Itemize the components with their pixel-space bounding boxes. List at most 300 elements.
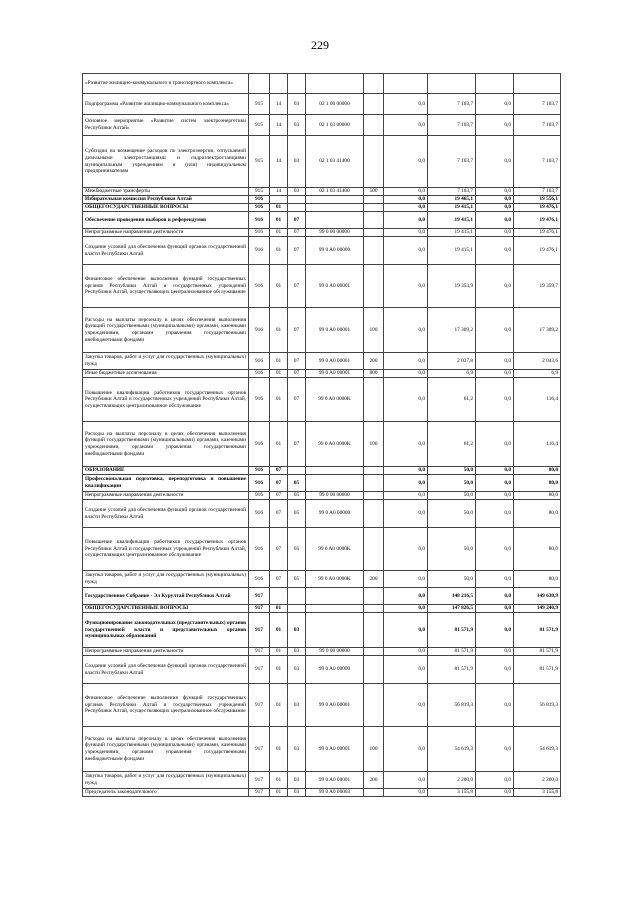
row-value-2-cell: 19 415,1 bbox=[428, 204, 476, 212]
row-article-cell: 99 0 A0 00001 bbox=[306, 772, 364, 789]
row-section-cell: 01 bbox=[270, 648, 288, 656]
row-name-cell: Расходы на выплаты персоналу в целях обеспечения выполнения функций государственными (муниципальными) органами, казенными учреждениями, органами управления государственными внебюджетными фондами bbox=[83, 308, 249, 353]
row-value-1-cell: 0,0 bbox=[384, 528, 428, 571]
row-value-3-cell: 0,0 bbox=[476, 308, 514, 353]
row-value-2-cell: 7 103,7 bbox=[428, 136, 476, 188]
table-row bbox=[83, 229, 561, 237]
row-article-cell: 99 0 00 00000 bbox=[306, 492, 364, 500]
row-value-3-cell: 0,0 bbox=[476, 648, 514, 656]
row-expense-type-cell bbox=[364, 648, 384, 656]
row-subsection-cell: 03 bbox=[288, 613, 306, 648]
row-value-4-cell: 81 571,9 bbox=[514, 613, 561, 648]
row-section-cell: 01 bbox=[270, 378, 288, 422]
row-subsection-cell bbox=[288, 588, 306, 605]
row-expense-type-cell bbox=[364, 196, 384, 204]
row-name-cell: Расходы на выплаты персоналу в целях обеспечения выполнения функций государственными (муниципальными) органами, казенными учреждениями, органами управления государственными внебюджетными фондами bbox=[83, 422, 249, 467]
row-article-cell: 99 0 A0 00003 bbox=[306, 789, 364, 797]
row-article-cell: 02 1 03 00000 bbox=[306, 115, 364, 136]
row-value-2-cell bbox=[428, 74, 476, 94]
row-code-cell: 917 bbox=[249, 613, 270, 648]
row-name-cell: Создание условий для обеспечения функций органов государственной власти Республики Алтай bbox=[83, 237, 249, 265]
row-article-cell: 99 0 A0 00001 bbox=[306, 370, 364, 378]
table-row bbox=[83, 727, 561, 772]
row-article-cell bbox=[306, 588, 364, 605]
row-code-cell: 916 bbox=[249, 370, 270, 378]
row-section-cell: 07 bbox=[270, 467, 288, 475]
row-expense-type-cell bbox=[364, 613, 384, 648]
row-value-4-cell: 116,4 bbox=[514, 422, 561, 467]
row-code-cell: 916 bbox=[249, 204, 270, 212]
row-article-cell bbox=[306, 475, 364, 492]
row-value-1-cell: 0,0 bbox=[384, 204, 428, 212]
row-expense-type-cell: 100 bbox=[364, 727, 384, 772]
row-section-cell: 14 bbox=[270, 136, 288, 188]
table-row bbox=[83, 528, 561, 571]
row-section-cell: 01 bbox=[270, 229, 288, 237]
row-value-1-cell: 0,0 bbox=[384, 237, 428, 265]
row-code-cell: 917 bbox=[249, 588, 270, 605]
table-row bbox=[83, 772, 561, 789]
row-value-1-cell: 0,0 bbox=[384, 188, 428, 196]
row-expense-type-cell bbox=[364, 656, 384, 684]
row-expense-type-cell bbox=[364, 605, 384, 613]
table-row bbox=[83, 648, 561, 656]
row-section-cell bbox=[270, 588, 288, 605]
row-code-cell: 916 bbox=[249, 196, 270, 204]
row-subsection-cell: 05 bbox=[288, 528, 306, 571]
row-name-cell: Субсидии на возмещение расходов по электроэнергии, отпускаемой дизельными электростанциями и гидроэлектростанциями муниципальным учреждениям и (или) индивидуальным предпринимателям bbox=[83, 136, 249, 188]
row-article-cell: 99 0 A0 0000K bbox=[306, 378, 364, 422]
table-body bbox=[83, 74, 561, 797]
table-row bbox=[83, 188, 561, 196]
row-value-4-cell: 19 476,1 bbox=[514, 237, 561, 265]
row-value-3-cell: 0,0 bbox=[476, 571, 514, 588]
row-name-cell: Финансовое обеспечение выполнения функций государственных органов Республики Алтай и государственных учреждений Республики Алтай, осуществляющих централизованное обслуживание bbox=[83, 684, 249, 727]
row-value-2-cell: 81 571,9 bbox=[428, 656, 476, 684]
row-expense-type-cell bbox=[364, 467, 384, 475]
row-expense-type-cell: 800 bbox=[364, 370, 384, 378]
table-row bbox=[83, 684, 561, 727]
row-value-2-cell: 7 103,7 bbox=[428, 94, 476, 115]
row-value-1-cell: 0,0 bbox=[384, 475, 428, 492]
row-subsection-cell: 07 bbox=[288, 378, 306, 422]
row-value-4-cell: 7 103,7 bbox=[514, 136, 561, 188]
row-subsection-cell: 07 bbox=[288, 229, 306, 237]
row-subsection-cell: 03 bbox=[288, 772, 306, 789]
table-row bbox=[83, 136, 561, 188]
row-expense-type-cell bbox=[364, 378, 384, 422]
row-name-cell: Создание условий для обеспечения функций органов государственной власти Республики Алтай bbox=[83, 656, 249, 684]
row-section-cell: 01 bbox=[270, 605, 288, 613]
row-expense-type-cell bbox=[364, 204, 384, 212]
row-article-cell: 99 0 00 00000 bbox=[306, 648, 364, 656]
row-subsection-cell: 07 bbox=[288, 237, 306, 265]
row-expense-type-cell bbox=[364, 94, 384, 115]
row-name-cell: Подпрограмма «Развитие жилищно-коммунального комплекса» bbox=[83, 94, 249, 115]
row-article-cell: 99 0 A0 00001 bbox=[306, 265, 364, 308]
row-value-3-cell: 0,0 bbox=[476, 475, 514, 492]
row-value-1-cell: 0,0 bbox=[384, 353, 428, 370]
row-value-2-cell: 19 415,1 bbox=[428, 237, 476, 265]
table-row bbox=[83, 571, 561, 588]
row-value-2-cell: 148 216,5 bbox=[428, 588, 476, 605]
row-value-2-cell: 17 309,2 bbox=[428, 308, 476, 353]
row-code-cell bbox=[249, 74, 270, 94]
row-name-cell: Непрограммные направления деятельности bbox=[83, 648, 249, 656]
row-article-cell: 99 0 A0 00000 bbox=[306, 237, 364, 265]
row-value-4-cell: 149 630,9 bbox=[514, 588, 561, 605]
row-section-cell: 01 bbox=[270, 613, 288, 648]
row-section-cell: 14 bbox=[270, 94, 288, 115]
row-section-cell: 01 bbox=[270, 204, 288, 212]
table-row bbox=[83, 492, 561, 500]
table-row bbox=[83, 237, 561, 265]
row-article-cell: 99 0 A0 0000K bbox=[306, 571, 364, 588]
row-article-cell bbox=[306, 467, 364, 475]
row-value-1-cell: 0,0 bbox=[384, 588, 428, 605]
row-code-cell: 916 bbox=[249, 237, 270, 265]
row-subsection-cell bbox=[288, 204, 306, 212]
row-value-2-cell: 3 155,8 bbox=[428, 789, 476, 797]
row-article-cell: 02 1 00 00000 bbox=[306, 94, 364, 115]
row-value-1-cell: 0,0 bbox=[384, 265, 428, 308]
row-value-2-cell: 19 353,9 bbox=[428, 265, 476, 308]
row-subsection-cell: 03 bbox=[288, 648, 306, 656]
row-value-1-cell: 0,0 bbox=[384, 196, 428, 204]
table-row bbox=[83, 500, 561, 528]
row-value-3-cell: 0,0 bbox=[476, 188, 514, 196]
row-name-cell: Расходы на выплаты персоналу в целях обеспечения выполнения функций государственными (муниципальными) органами, казенными учреждениями, органами управления государственными внебюджетными фондами bbox=[83, 727, 249, 772]
row-name-cell: Избирательная комиссия Республики Алтай bbox=[83, 196, 249, 204]
row-value-4-cell: 81 571,9 bbox=[514, 656, 561, 684]
row-article-cell: 99 0 A0 00001 bbox=[306, 353, 364, 370]
row-article-cell: 99 0 00 00000 bbox=[306, 229, 364, 237]
row-value-4-cell: 80,0 bbox=[514, 500, 561, 528]
row-value-4-cell: 19 476,1 bbox=[514, 212, 561, 229]
row-subsection-cell: 03 bbox=[288, 789, 306, 797]
row-expense-type-cell bbox=[364, 237, 384, 265]
row-value-3-cell: 0,0 bbox=[476, 204, 514, 212]
row-value-1-cell: 0,0 bbox=[384, 115, 428, 136]
row-article-cell: 99 0 A0 00001 bbox=[306, 308, 364, 353]
row-value-1-cell: 0,0 bbox=[384, 772, 428, 789]
row-code-cell: 915 bbox=[249, 115, 270, 136]
row-subsection-cell: 03 bbox=[288, 188, 306, 196]
row-value-2-cell: 7 103,7 bbox=[428, 115, 476, 136]
row-name-cell: Непрограммные направления деятельности bbox=[83, 229, 249, 237]
row-value-4-cell: 7 103,7 bbox=[514, 115, 561, 136]
row-value-3-cell: 0,0 bbox=[476, 265, 514, 308]
row-value-2-cell: 50,0 bbox=[428, 467, 476, 475]
row-value-2-cell: 50,0 bbox=[428, 528, 476, 571]
row-value-4-cell: 7 103,7 bbox=[514, 188, 561, 196]
row-value-1-cell: 0,0 bbox=[384, 370, 428, 378]
row-value-2-cell: 6,9 bbox=[428, 370, 476, 378]
row-value-4-cell: 56 819,3 bbox=[514, 684, 561, 727]
row-value-4-cell: 80,0 bbox=[514, 528, 561, 571]
row-value-3-cell: 0,0 bbox=[476, 229, 514, 237]
row-name-cell: Функционирование законодательных (представительных) органов государственной власти и представительных органов муниципальных образований bbox=[83, 613, 249, 648]
row-code-cell: 917 bbox=[249, 605, 270, 613]
row-expense-type-cell: 500 bbox=[364, 188, 384, 196]
row-value-3-cell: 0,0 bbox=[476, 370, 514, 378]
row-value-3-cell: 0,0 bbox=[476, 613, 514, 648]
table-row bbox=[83, 265, 561, 308]
table-row bbox=[83, 605, 561, 613]
row-code-cell: 916 bbox=[249, 378, 270, 422]
row-subsection-cell: 07 bbox=[288, 422, 306, 467]
row-section-cell: 01 bbox=[270, 422, 288, 467]
row-code-cell: 916 bbox=[249, 467, 270, 475]
row-value-3-cell: 0,0 bbox=[476, 684, 514, 727]
row-article-cell bbox=[306, 605, 364, 613]
row-value-3-cell: 0,0 bbox=[476, 94, 514, 115]
row-code-cell: 917 bbox=[249, 684, 270, 727]
row-section-cell: 01 bbox=[270, 789, 288, 797]
row-section-cell bbox=[270, 74, 288, 94]
row-name-cell: Закупка товаров, работ и услуг для государственных (муниципальных) нужд bbox=[83, 353, 249, 370]
row-section-cell: 07 bbox=[270, 475, 288, 492]
row-value-4-cell: 80,0 bbox=[514, 467, 561, 475]
table-row bbox=[83, 588, 561, 605]
row-value-2-cell: 2 037,8 bbox=[428, 353, 476, 370]
row-value-4-cell: 149 240,9 bbox=[514, 605, 561, 613]
row-article-cell: 99 0 A0 00001 bbox=[306, 727, 364, 772]
row-expense-type-cell: 200 bbox=[364, 772, 384, 789]
row-name-cell: ОБЩЕГОСУДАРСТВЕННЫЕ ВОПРОСЫ bbox=[83, 204, 249, 212]
row-value-3-cell: 0,0 bbox=[476, 196, 514, 204]
row-value-4-cell: 2 200,0 bbox=[514, 772, 561, 789]
row-code-cell: 916 bbox=[249, 308, 270, 353]
row-name-cell: Профессиональная подготовка, переподготовка и повышение квалификации bbox=[83, 475, 249, 492]
row-value-2-cell: 61,2 bbox=[428, 378, 476, 422]
row-code-cell: 917 bbox=[249, 789, 270, 797]
row-article-cell bbox=[306, 74, 364, 94]
row-value-1-cell: 0,0 bbox=[384, 467, 428, 475]
row-section-cell: 01 bbox=[270, 265, 288, 308]
row-subsection-cell: 07 bbox=[288, 370, 306, 378]
row-value-1-cell: 0,0 bbox=[384, 648, 428, 656]
row-expense-type-cell bbox=[364, 212, 384, 229]
row-value-2-cell: 81 571,9 bbox=[428, 613, 476, 648]
row-subsection-cell: 05 bbox=[288, 492, 306, 500]
row-name-cell: ОБРАЗОВАНИЕ bbox=[83, 467, 249, 475]
row-value-4-cell: 3 155,8 bbox=[514, 789, 561, 797]
row-value-2-cell: 50,0 bbox=[428, 475, 476, 492]
row-expense-type-cell bbox=[364, 265, 384, 308]
row-article-cell bbox=[306, 196, 364, 204]
row-value-2-cell: 19 415,1 bbox=[428, 212, 476, 229]
row-value-3-cell: 0,0 bbox=[476, 528, 514, 571]
row-value-2-cell: 50,0 bbox=[428, 492, 476, 500]
row-name-cell: Закупка товаров, работ и услуг для государственных (муниципальных) нужд bbox=[83, 571, 249, 588]
row-value-2-cell: 19 465,1 bbox=[428, 196, 476, 204]
row-value-2-cell: 50,0 bbox=[428, 571, 476, 588]
row-section-cell: 14 bbox=[270, 115, 288, 136]
row-section-cell: 07 bbox=[270, 500, 288, 528]
row-code-cell: 916 bbox=[249, 212, 270, 229]
table-row bbox=[83, 94, 561, 115]
row-value-1-cell: 0,0 bbox=[384, 684, 428, 727]
table-row bbox=[83, 378, 561, 422]
row-name-cell: Непрограммные направления деятельности bbox=[83, 492, 249, 500]
row-value-2-cell: 19 415,1 bbox=[428, 229, 476, 237]
row-name-cell: «Развитие жилищно-коммунального и транспортного комплекса» bbox=[83, 74, 249, 94]
row-value-1-cell: 0,0 bbox=[384, 605, 428, 613]
row-value-1-cell: 0,0 bbox=[384, 656, 428, 684]
row-code-cell: 917 bbox=[249, 656, 270, 684]
row-subsection-cell bbox=[288, 605, 306, 613]
row-value-3-cell: 0,0 bbox=[476, 136, 514, 188]
row-expense-type-cell bbox=[364, 74, 384, 94]
row-article-cell bbox=[306, 212, 364, 229]
row-expense-type-cell bbox=[364, 229, 384, 237]
row-expense-type-cell bbox=[364, 492, 384, 500]
row-section-cell: 14 bbox=[270, 188, 288, 196]
row-value-4-cell: 19 476,1 bbox=[514, 229, 561, 237]
row-section-cell: 07 bbox=[270, 492, 288, 500]
row-code-cell: 916 bbox=[249, 528, 270, 571]
row-article-cell bbox=[306, 204, 364, 212]
table-row bbox=[83, 212, 561, 229]
row-section-cell: 01 bbox=[270, 656, 288, 684]
row-code-cell: 915 bbox=[249, 188, 270, 196]
row-value-2-cell: 147 826,5 bbox=[428, 605, 476, 613]
row-value-2-cell: 54 619,3 bbox=[428, 727, 476, 772]
row-name-cell: Повышение квалификации работников государственных органов Республики Алтай и государственных учреждений Республики Алтай, осуществляющих централизованное обслуживание bbox=[83, 378, 249, 422]
row-article-cell: 99 0 A0 0000K bbox=[306, 422, 364, 467]
table-row bbox=[83, 656, 561, 684]
table-row bbox=[83, 204, 561, 212]
row-subsection-cell bbox=[288, 196, 306, 204]
row-value-3-cell: 0,0 bbox=[476, 772, 514, 789]
table-row bbox=[83, 467, 561, 475]
row-article-cell: 99 0 A0 00001 bbox=[306, 684, 364, 727]
row-article-cell: 02 1 03 41400 bbox=[306, 136, 364, 188]
table-row bbox=[83, 422, 561, 467]
page-number: 229 bbox=[311, 38, 329, 52]
row-code-cell: 916 bbox=[249, 265, 270, 308]
budget-table bbox=[82, 73, 561, 797]
row-value-2-cell: 50,0 bbox=[428, 500, 476, 528]
row-value-2-cell: 61,2 bbox=[428, 422, 476, 467]
row-value-1-cell: 0,0 bbox=[384, 422, 428, 467]
row-name-cell: Создание условий для обеспечения функций органов государственной власти Республики Алтай bbox=[83, 500, 249, 528]
row-subsection-cell: 03 bbox=[288, 136, 306, 188]
row-value-1-cell: 0,0 bbox=[384, 94, 428, 115]
row-expense-type-cell bbox=[364, 475, 384, 492]
row-code-cell: 916 bbox=[249, 500, 270, 528]
row-value-4-cell: 19 556,1 bbox=[514, 196, 561, 204]
row-expense-type-cell bbox=[364, 500, 384, 528]
row-code-cell: 915 bbox=[249, 136, 270, 188]
row-subsection-cell: 03 bbox=[288, 656, 306, 684]
row-value-3-cell: 0,0 bbox=[476, 422, 514, 467]
row-name-cell: Основное мероприятие «Развитие систем электроэнергетики Республики Алтай» bbox=[83, 115, 249, 136]
row-code-cell: 915 bbox=[249, 94, 270, 115]
row-expense-type-cell bbox=[364, 684, 384, 727]
table-row bbox=[83, 308, 561, 353]
row-value-3-cell: 0,0 bbox=[476, 237, 514, 265]
row-value-4-cell: 116,4 bbox=[514, 378, 561, 422]
row-subsection-cell: 07 bbox=[288, 265, 306, 308]
row-name-cell: Повышение квалификации работников государственных органов Республики Алтай и государственных учреждений Республики Алтай, осуществляющих централизованное обслуживание bbox=[83, 528, 249, 571]
row-value-1-cell: 0,0 bbox=[384, 492, 428, 500]
row-article-cell: 99 0 A0 0000K bbox=[306, 528, 364, 571]
row-value-3-cell: 0,0 bbox=[476, 656, 514, 684]
row-value-3-cell: 0,0 bbox=[476, 378, 514, 422]
row-subsection-cell bbox=[288, 467, 306, 475]
row-value-3-cell: 0,0 bbox=[476, 467, 514, 475]
row-value-3-cell: 0,0 bbox=[476, 605, 514, 613]
row-value-4-cell: 54 619,3 bbox=[514, 727, 561, 772]
table-row bbox=[83, 196, 561, 204]
row-value-1-cell: 0,0 bbox=[384, 789, 428, 797]
row-section-cell: 01 bbox=[270, 353, 288, 370]
row-value-1-cell: 0,0 bbox=[384, 613, 428, 648]
row-value-1-cell bbox=[384, 74, 428, 94]
table-row bbox=[83, 613, 561, 648]
row-subsection-cell: 03 bbox=[288, 727, 306, 772]
table-row bbox=[83, 370, 561, 378]
row-expense-type-cell: 100 bbox=[364, 422, 384, 467]
row-article-cell: 02 1 03 41400 bbox=[306, 188, 364, 196]
row-expense-type-cell bbox=[364, 136, 384, 188]
row-value-4-cell: 6,9 bbox=[514, 370, 561, 378]
row-article-cell bbox=[306, 613, 364, 648]
row-code-cell: 917 bbox=[249, 727, 270, 772]
row-value-4-cell: 80,0 bbox=[514, 571, 561, 588]
row-code-cell: 916 bbox=[249, 571, 270, 588]
row-value-3-cell: 0,0 bbox=[476, 492, 514, 500]
row-value-1-cell: 0,0 bbox=[384, 212, 428, 229]
row-section-cell: 01 bbox=[270, 370, 288, 378]
row-value-1-cell: 0,0 bbox=[384, 378, 428, 422]
row-name-cell: Государственное Собрание - Эл Курултай Республики Алтай bbox=[83, 588, 249, 605]
row-value-1-cell: 0,0 bbox=[384, 136, 428, 188]
row-subsection-cell: 07 bbox=[288, 353, 306, 370]
row-expense-type-cell bbox=[364, 528, 384, 571]
row-value-4-cell: 17 309,2 bbox=[514, 308, 561, 353]
row-value-4-cell: 19 476,1 bbox=[514, 204, 561, 212]
row-name-cell: Иные бюджетные ассигнования bbox=[83, 370, 249, 378]
row-value-3-cell: 0,0 bbox=[476, 353, 514, 370]
row-name-cell: ОБЩЕГОСУДАРСТВЕННЫЕ ВОПРОСЫ bbox=[83, 605, 249, 613]
row-expense-type-cell bbox=[364, 115, 384, 136]
row-value-1-cell: 0,0 bbox=[384, 727, 428, 772]
row-value-2-cell: 2 200,0 bbox=[428, 772, 476, 789]
row-name-cell: Закупка товаров, работ и услуг для государственных (муниципальных) нужд bbox=[83, 772, 249, 789]
row-value-1-cell: 0,0 bbox=[384, 308, 428, 353]
row-code-cell: 917 bbox=[249, 648, 270, 656]
row-value-4-cell: 81 571,9 bbox=[514, 648, 561, 656]
row-section-cell: 07 bbox=[270, 571, 288, 588]
row-value-3-cell: 0,0 bbox=[476, 115, 514, 136]
row-code-cell: 916 bbox=[249, 422, 270, 467]
row-article-cell: 99 0 A0 00000 bbox=[306, 656, 364, 684]
row-section-cell: 01 bbox=[270, 727, 288, 772]
row-subsection-cell: 05 bbox=[288, 475, 306, 492]
row-value-2-cell: 81 571,9 bbox=[428, 648, 476, 656]
row-section-cell: 01 bbox=[270, 308, 288, 353]
row-expense-type-cell: 200 bbox=[364, 353, 384, 370]
row-subsection-cell: 05 bbox=[288, 500, 306, 528]
row-value-4-cell: 80,0 bbox=[514, 475, 561, 492]
row-value-3-cell: 0,0 bbox=[476, 212, 514, 229]
row-section-cell: 01 bbox=[270, 772, 288, 789]
row-value-4-cell: 19 359,7 bbox=[514, 265, 561, 308]
row-subsection-cell: 03 bbox=[288, 94, 306, 115]
